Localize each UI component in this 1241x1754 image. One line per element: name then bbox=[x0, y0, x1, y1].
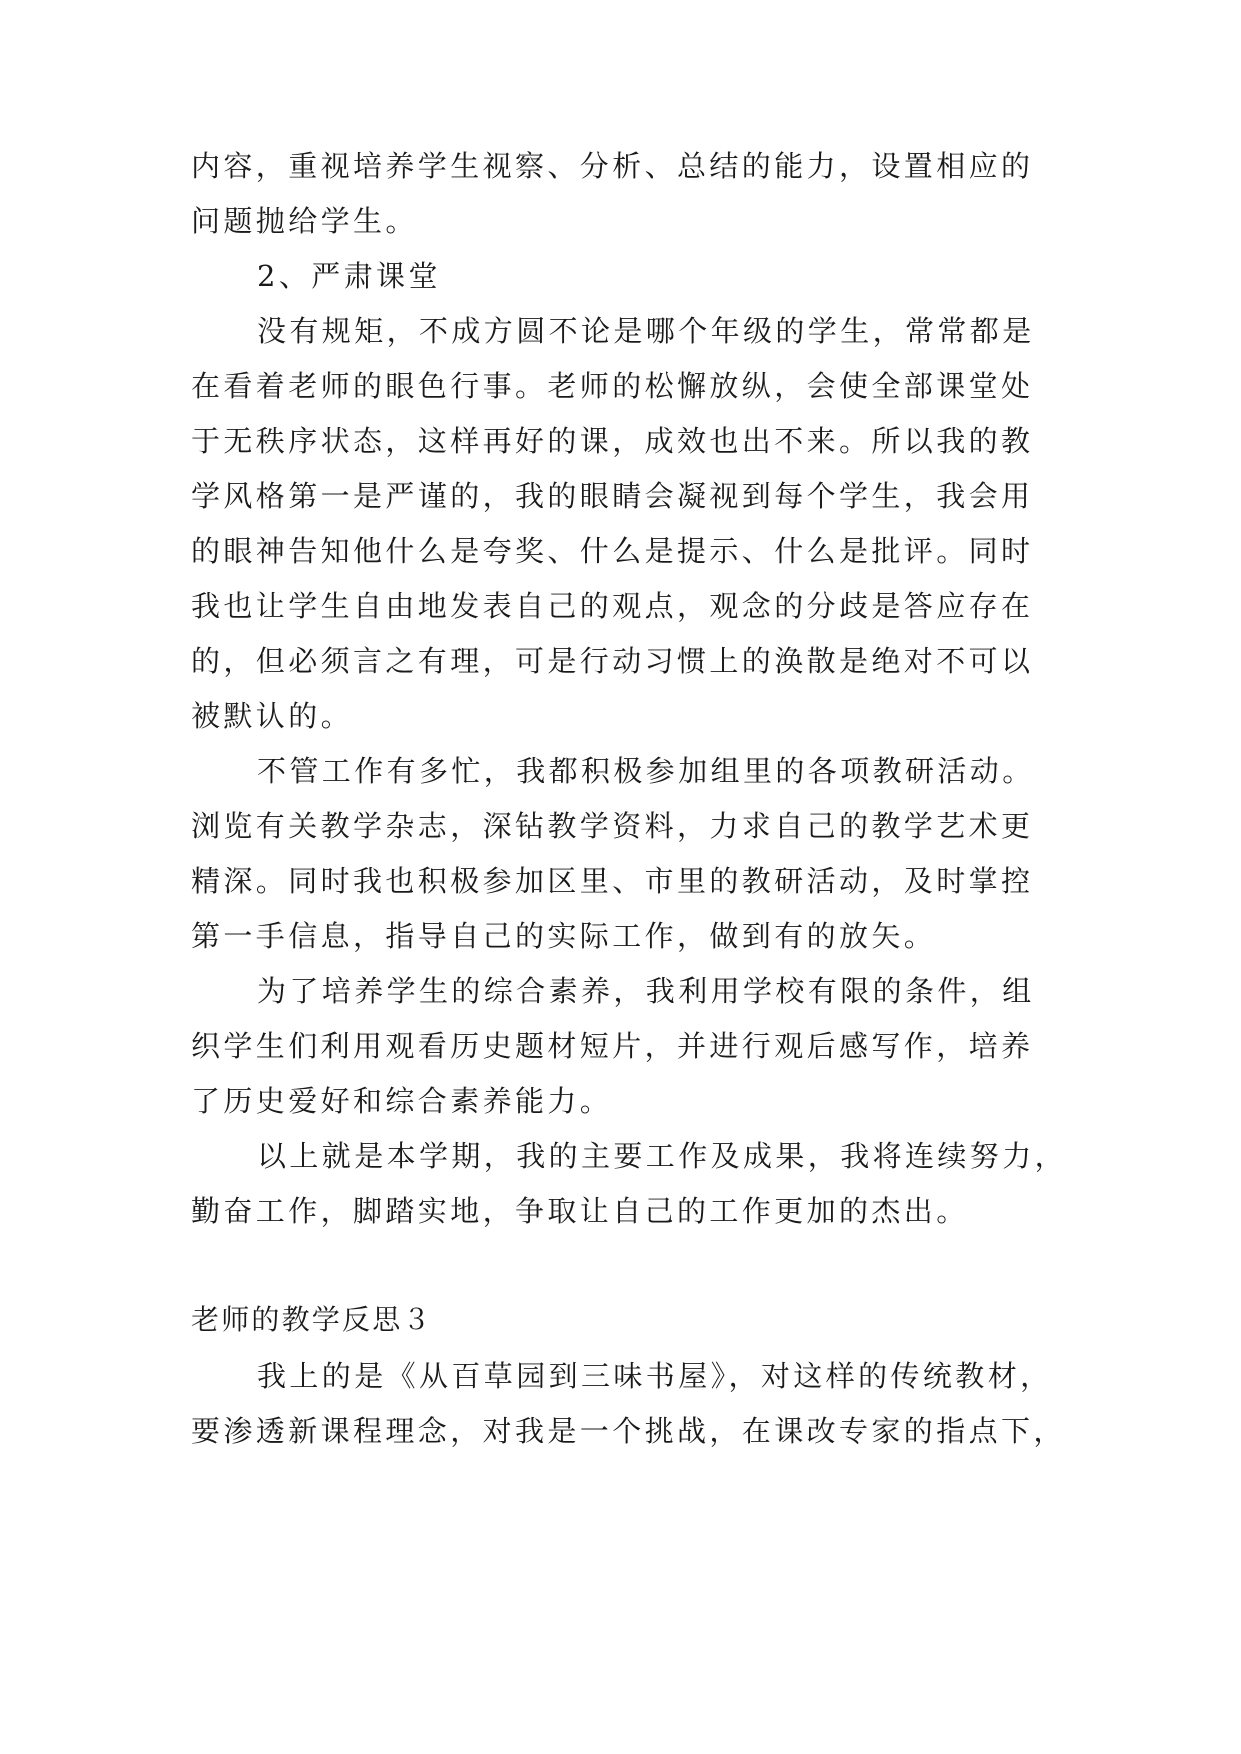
text-line: 我上的是《从百草园到三味书屋》，对这样的传统教材， bbox=[257, 1359, 1053, 1393]
text-line: 我也让学生自由地发表自己的观点，观念的分歧是答应存在 bbox=[191, 589, 1034, 623]
section-title: 老师的教学反思３ bbox=[191, 1303, 433, 1336]
text-line: 了历史爱好和综合素养能力。 bbox=[191, 1084, 613, 1118]
text-line: 第一手信息，指导自己的实际工作，做到有的放矢。 bbox=[191, 919, 937, 953]
text-line: 为了培养学生的综合素养，我利用学校有限的条件，组 bbox=[257, 974, 1035, 1008]
text-line: 的，但必须言之有理，可是行动习惯上的涣散是绝对不可以 bbox=[191, 644, 1034, 678]
text-line: 不管工作有多忙，我都积极参加组里的各项教研活动。 bbox=[257, 754, 1035, 788]
text-line: 勤奋工作，脚踏实地，争取让自己的工作更加的杰出。 bbox=[191, 1194, 969, 1228]
text-line: 精深。同时我也积极参加区里、市里的教研活动，及时掌控 bbox=[191, 864, 1034, 898]
text-line: 浏览有关教学杂志，深钻教学资料，力求自己的教学艺术更 bbox=[191, 809, 1034, 843]
text-line: 学风格第一是严谨的，我的眼睛会凝视到每个学生，我会用 bbox=[191, 479, 1034, 513]
text-line: 没有规矩，不成方圆不论是哪个年级的学生，常常都是 bbox=[257, 314, 1035, 348]
text-line: 以上就是本学期，我的主要工作及成果，我将连续努力， bbox=[257, 1139, 1068, 1173]
text-line: 于无秩序状态，这样再好的课，成效也出不来。所以我的教 bbox=[191, 424, 1034, 458]
text-line: 织学生们利用观看历史题材短片，并进行观后感写作，培养 bbox=[191, 1029, 1034, 1063]
text-line: 要渗透新课程理念，对我是一个挑战，在课改专家的指点下， bbox=[191, 1414, 1066, 1448]
text-line: 的眼神告知他什么是夸奖、什么是提示、什么是批评。同时 bbox=[191, 534, 1034, 568]
text-line: 被默认的。 bbox=[191, 699, 354, 733]
subheading: 2、严肃课堂 bbox=[257, 259, 441, 293]
text-line: 问题抛给学生。 bbox=[191, 204, 418, 238]
text-line: 内容，重视培养学生视察、分析、总结的能力，设置相应的 bbox=[191, 149, 1034, 183]
text-line: 在看着老师的眼色行事。老师的松懈放纵，会使全部课堂处 bbox=[191, 369, 1034, 403]
